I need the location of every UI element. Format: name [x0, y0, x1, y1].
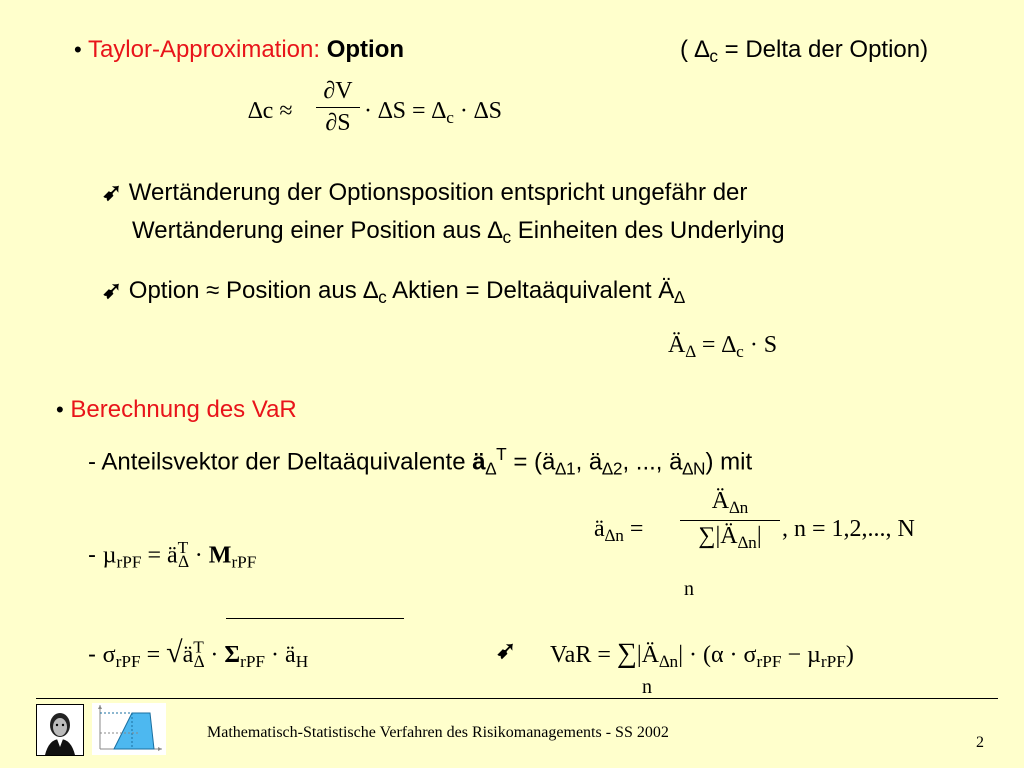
formula-delta-equivalent: $Ä_\Delta = \Delta_c \cdot S$ [668, 332, 778, 361]
formula-taylor: ∆c ≈ [248, 98, 293, 124]
var-arrow [496, 636, 516, 665]
arrow-icon: ➹ [102, 179, 123, 206]
arrow-icon: ➹ [496, 637, 517, 664]
footer-text: Mathematisch-Statistische Verfahren des Risikomanagements - SS 2002 [207, 724, 669, 741]
formula-weights-lhs: $ä_{\Delta n}$ = [594, 516, 644, 545]
anteilsvektor-line: - Anteilsvektor der Deltaäquivalente $ä_\Delta^T$ = ($ä_{\Delta 1}$, $ä_{\Delta 2}$, ..., $ä_{\Delta N}$) mit [88, 444, 753, 479]
formula-weights-range: , n = 1,2,..., N [782, 516, 915, 542]
heading-text: Taylor-Approximation: [87, 36, 327, 63]
bullet-icon: • [56, 397, 64, 422]
footer-divider [36, 698, 998, 699]
sum-index-n: n [684, 578, 694, 600]
sqrt-icon: √ [166, 636, 183, 669]
point2: ➹ Option ≈ Position aus $\Delta_c$ Aktien = Deltaäquivalent $Ä_\Delta$ [102, 277, 685, 307]
point1: ➹ Wertänderung der Optionsposition entspricht ungefähr der Wertänderung einer Position aus $\Delta_c$ Einheiten des Underlying [102, 179, 785, 247]
formula-taylor-rhs: · $\Delta S = \Delta_c \cdot \Delta S$ [364, 98, 502, 127]
formula-var: VaR = $\sum|Ä_{\Delta n}| \cdot (\alpha \cdot \sigma_{rPF} - \mu_{rPF})$ [550, 638, 854, 671]
formula-sigma: - $\sigma_{rPF}$ = $√ä^T_\Delta \cdot \Sigma_{rPF}$ · $ä_H$ [88, 636, 309, 671]
formula-mu: - $\mu_{rPF} = ä^T_\Delta \cdot M_{rPF}$ [88, 538, 257, 572]
arrow-icon: ➹ [102, 277, 123, 304]
portrait-logo-icon [36, 704, 84, 756]
chart-logo-icon [92, 703, 166, 755]
delta-note: ( $\Delta_c$ = Delta der Option) [680, 36, 929, 66]
fraction-dv-ds: ∂V ∂S [316, 78, 360, 137]
section2-heading: • Berechnung des VaR [56, 396, 297, 423]
heading-bold: Option [326, 36, 405, 63]
var-sum-index-n: n [642, 676, 652, 698]
page-number: 2 [976, 734, 984, 751]
section1-heading [74, 36, 404, 64]
fraction-weights: $Ä_{\Delta n}$ $\sum|Ä_{\Delta n}|$ [680, 488, 780, 553]
bullet-icon: • [74, 37, 82, 62]
sqrt-overline [226, 618, 404, 619]
